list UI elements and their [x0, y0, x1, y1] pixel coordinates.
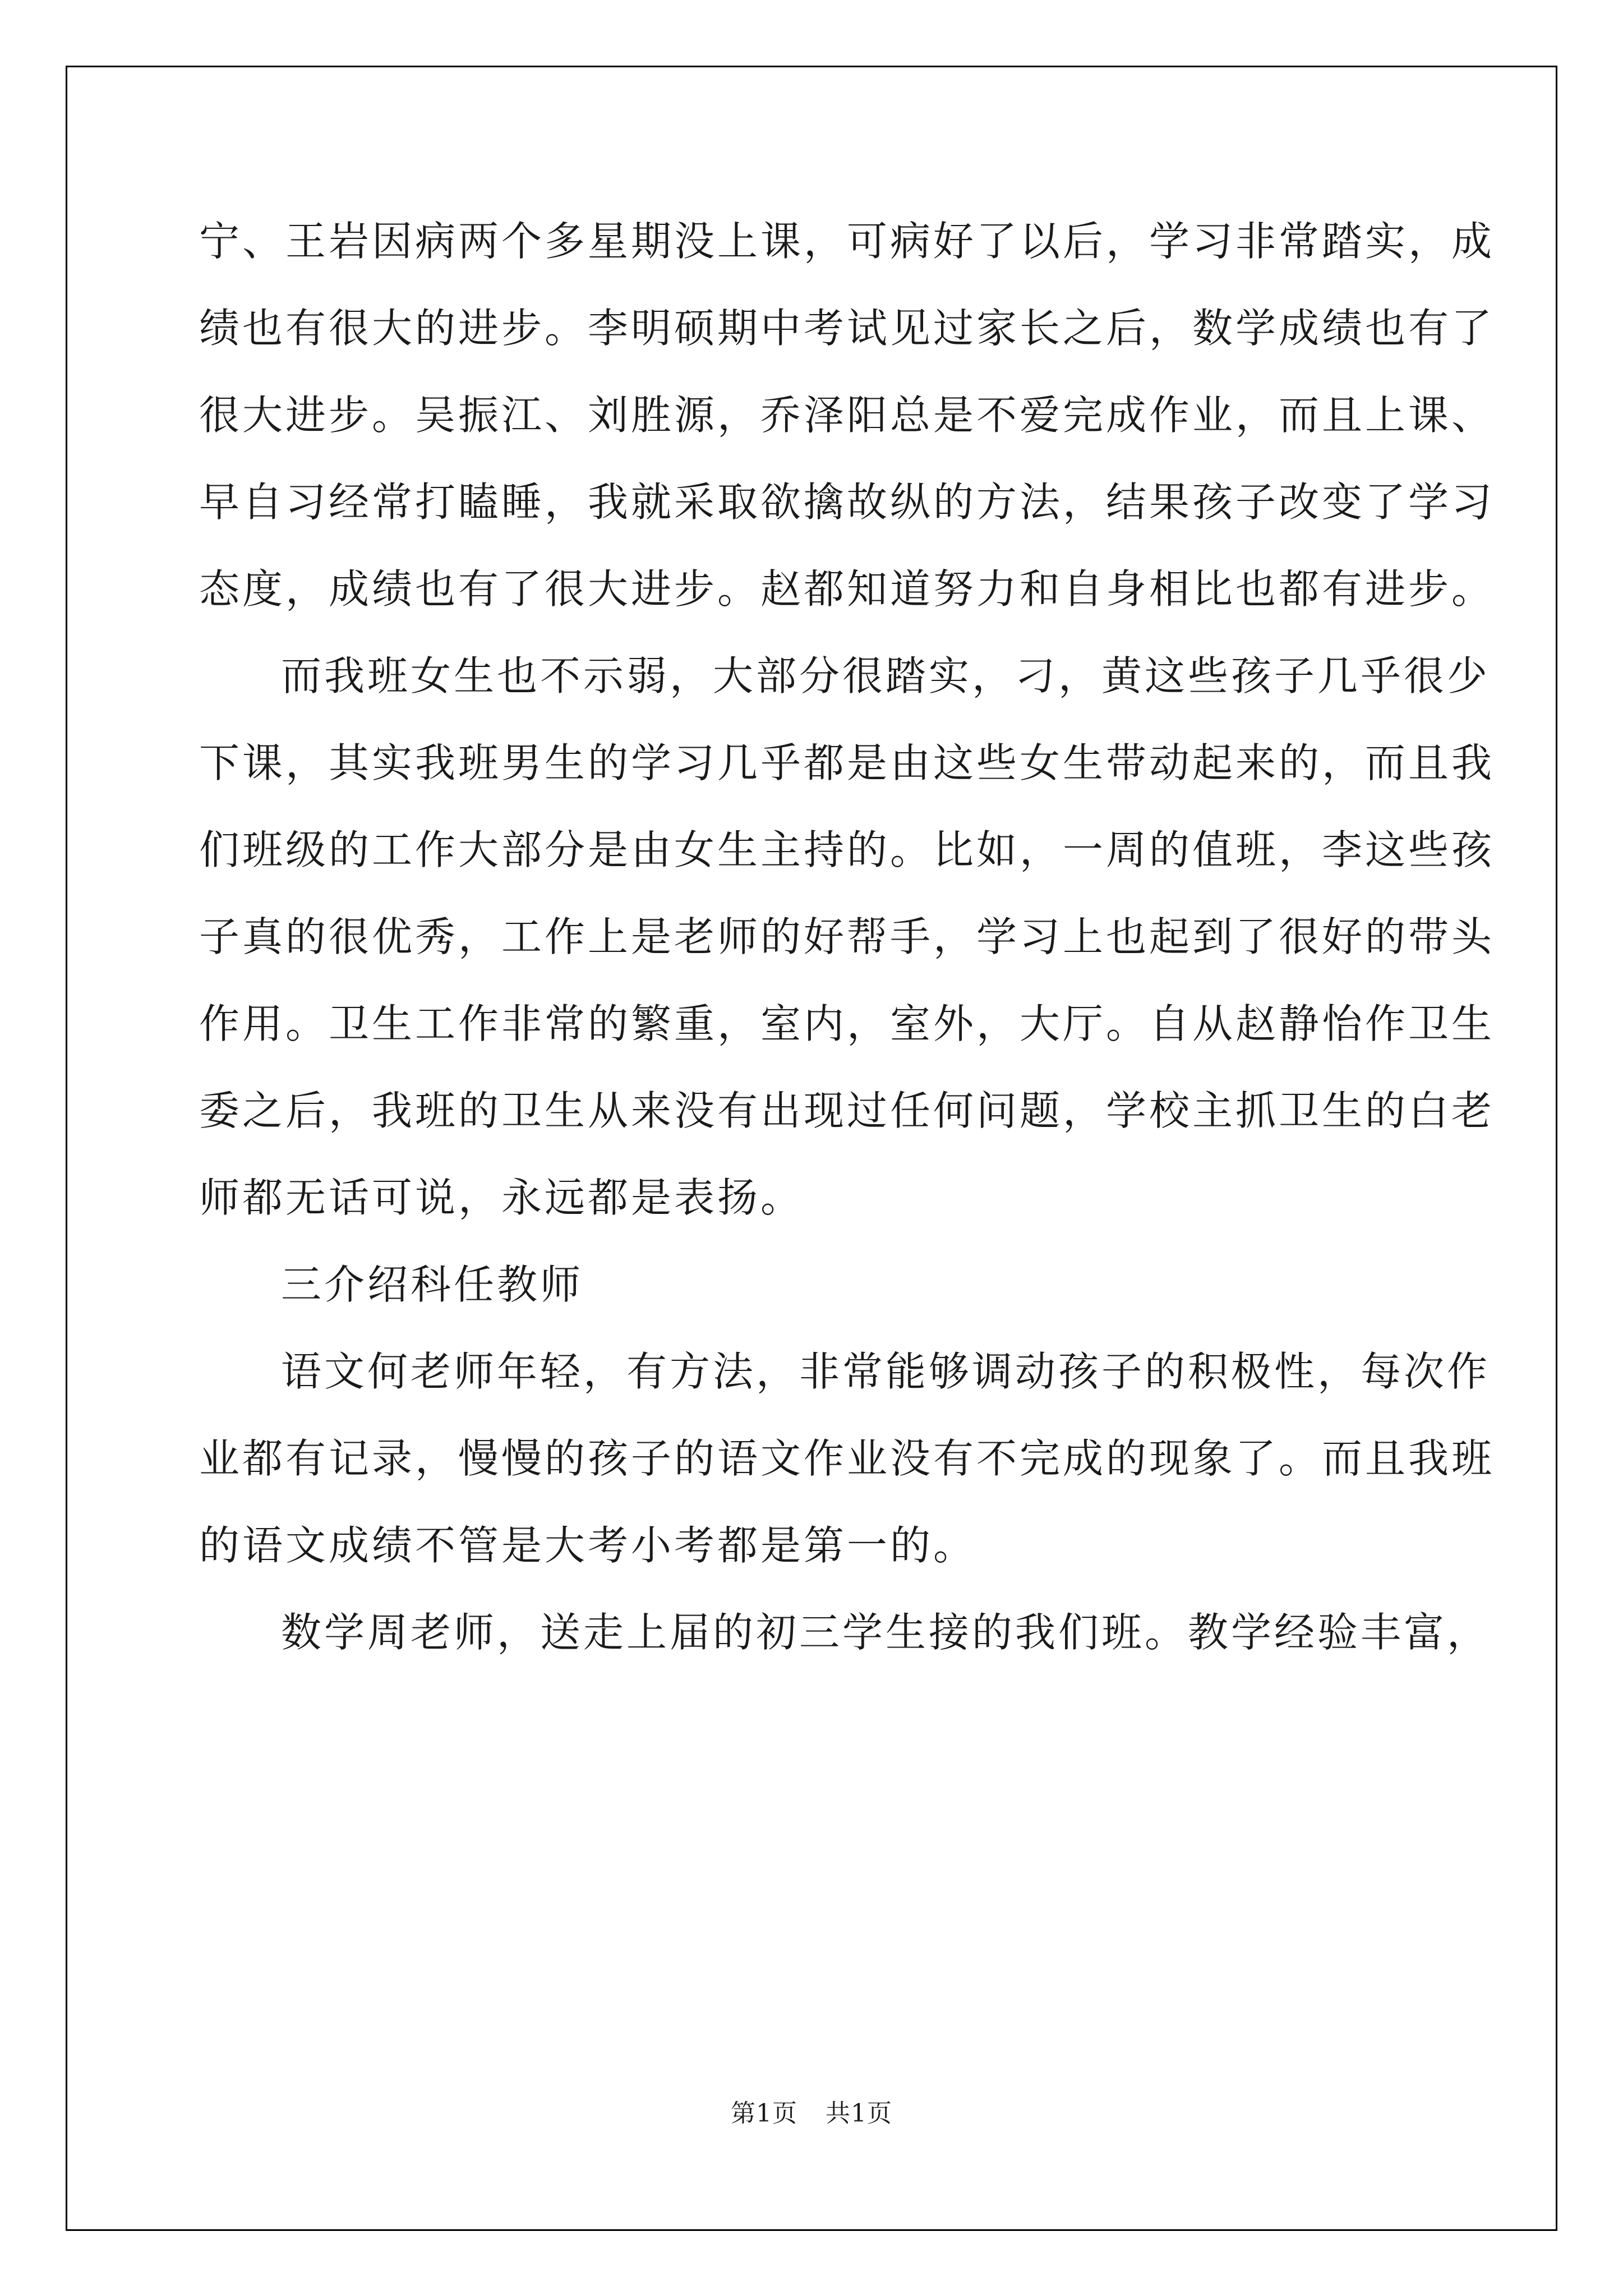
paragraph-first-line: 语文何老师年轻，有方法，非常能够调动孩子的积极性，每次作 [281, 1348, 1491, 1395]
text-line: 师都无话可说，永远都是表扬。 [199, 1174, 804, 1221]
text-line: 作用。卫生工作非常的繁重，室内，室外，大厅。自从赵静怡作卫生 [199, 1000, 1495, 1047]
text-line: 业都有记录，慢慢的孩子的语文作业没有不完成的现象了。而且我班 [199, 1435, 1495, 1482]
text-line: 委之后，我班的卫生从来没有出现过任何问题，学校主抓卫生的白老 [199, 1087, 1495, 1134]
text-line: 们班级的工作大部分是由女生主持的。比如，一周的值班，李这些孩 [199, 826, 1495, 873]
page-total: 共1页 [826, 2099, 892, 2128]
text-line: 的语文成绩不管是大考小考都是第一的。 [199, 1522, 977, 1569]
paragraph-first-line: 数学周老师，送走上届的初三学生接的我们班。教学经验丰富， [281, 1609, 1491, 1656]
section-heading: 三介绍科任教师 [281, 1261, 584, 1308]
text-line: 宁、王岩因病两个多星期没上课，可病好了以后，学习非常踏实，成 [199, 218, 1495, 265]
text-line: 态度，成绩也有了很大进步。赵都知道努力和自身相比也都有进步。 [199, 565, 1495, 613]
text-line: 很大进步。吴振江、刘胜源，乔泽阳总是不爱完成作业，而且上课、 [199, 392, 1495, 439]
text-line: 绩也有很大的进步。李明硕期中考试见过家长之后，数学成绩也有了 [199, 305, 1495, 352]
paragraph-first-line: 而我班女生也不示弱，大部分很踏实，刁，黄这些孩子几乎很少 [281, 652, 1491, 700]
text-line: 子真的很优秀，工作上是老师的好帮手，学习上也起到了很好的带头 [199, 913, 1495, 960]
page-footer [0, 2097, 1623, 2131]
page-number: 第1页 [731, 2099, 797, 2128]
text-line: 下课，其实我班男生的学习几乎都是由这些女生带动起来的，而且我 [199, 739, 1495, 786]
text-line: 早自习经常打瞌睡，我就采取欲擒故纵的方法，结果孩子改变了学习 [199, 478, 1495, 526]
